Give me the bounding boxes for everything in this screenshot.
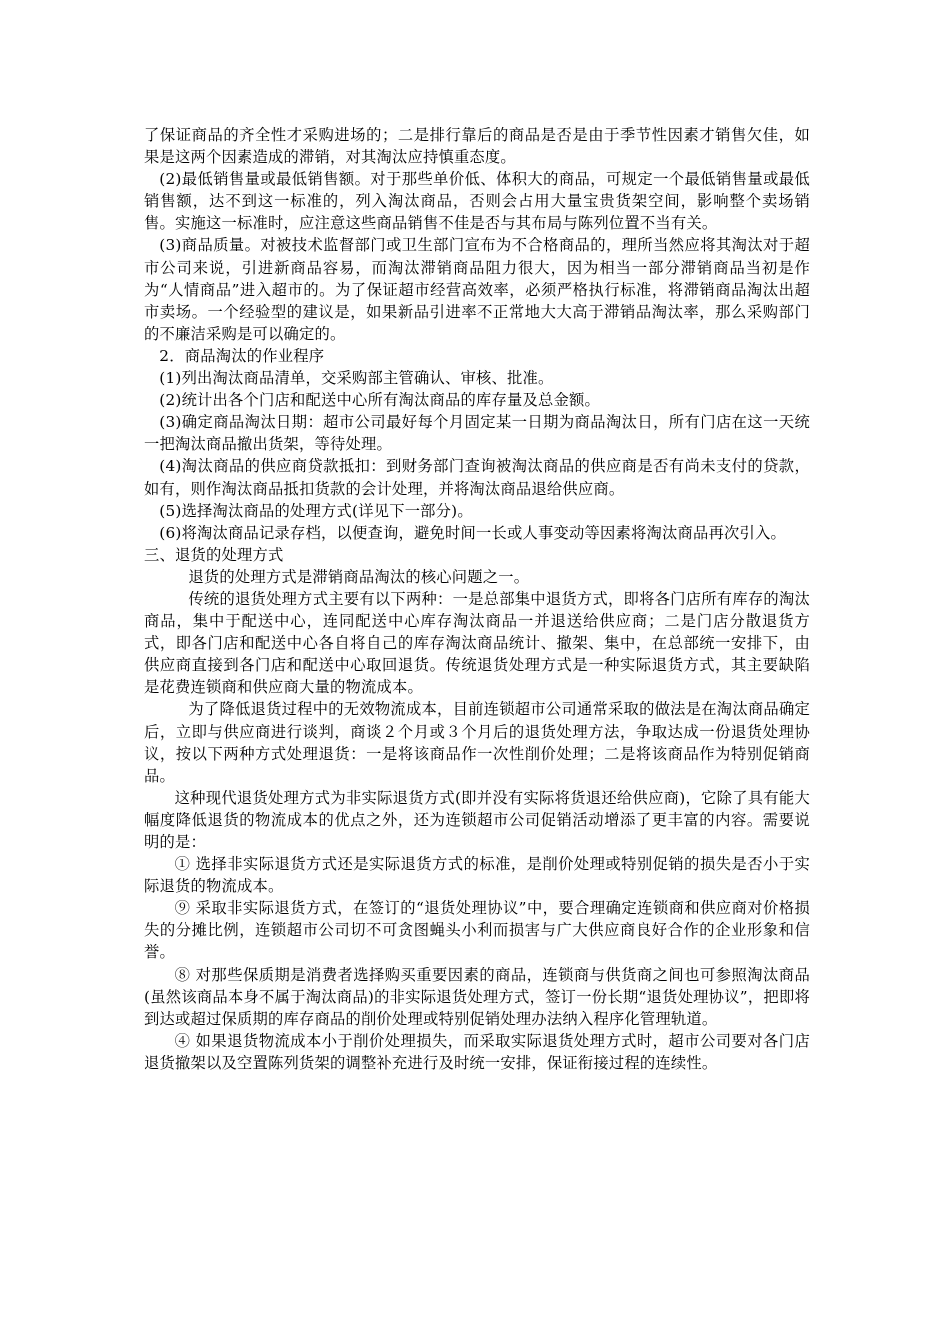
paragraph-quality: (3)商品质量。对被技术监督部门或卫生部门宣布为不合格商品的，理所当然应将其淘汰对于超市公司来说，引进新商品容易，而淘汰滞销商品阻力很大，因为相当一部分滞销商品当初是作为“人情商品”进入超市的。为了保证超市经营高效率，必须严格执行标准，将滞销商品淘汰出超市卖场。一个经验型的建议是，如果新品引进率不正常地大大高于滞销品淘汰率，那么采购部门的不廉洁采购是可以确定的。	[144, 236, 810, 343]
procedure-step-6: (6)将淘汰商品记录存档，以便查询，避免时间一长或人事变动等因素将淘汰商品再次引入。	[159, 523, 786, 542]
procedure-step-2: (2)统计出各个门店和配送中心所有淘汰商品的库存量及总金额。	[159, 391, 600, 410]
note-item-2: ⑨ 采取非实际退货方式，在签订的“退货处理协议”中，要合理确定连锁商和供应商对价格损失的分摊比例，连锁超市公司切不可贪图蝇头小利而损害与广大供应商良好合作的企业形象和信誉。	[144, 899, 810, 962]
procedure-step-4: (4)淘汰商品的供应商贷款抵扣：到财务部门查询被淘汰商品的供应商是否有尚未支付的贷款，如有，则作淘汰商品抵扣货款的会计处理，并将淘汰商品退给供应商。	[144, 457, 810, 498]
document-body	[144, 124, 810, 1074]
procedure-step-3: (3)确定商品淘汰日期：超市公司最好每个月固定某一日期为商品淘汰日，所有门店在这一天统一把淘汰商品撤出货架，等待处理。	[144, 413, 810, 454]
paragraph-returns-intro: 退货的处理方式是滞销商品淘汰的核心问题之一。	[188, 567, 530, 586]
section-heading-returns: 三、退货的处理方式	[144, 545, 284, 564]
note-item-3: ⑧ 对那些保质期是消费者选择购买重要因素的商品，连锁商与供货商之间也可参照淘汰商品(虽然该商品本身不属于淘汰商品)的非实际退货处理方式，签订一份长期“退货处理协议”，把即将到达或超过保质期的库存商品的削价处理或特别促销处理办法纳入程序化管理轨道。	[144, 965, 810, 1028]
procedure-step-1: (1)列出淘汰商品清单，交采购部主管确认、审核、批准。	[159, 369, 554, 388]
paragraph-modern-returns: 这种现代退货处理方式为非实际退货方式(即并没有实际将货退还给供应商)，它除了具有能大幅度降低退货的物流成本的优点之外，还为连锁超市公司促销活动增添了更丰富的内容。需要说明的是：	[144, 788, 810, 851]
paragraph-continuation: 了保证商品的齐全性才采购进场的；二是排行靠后的商品是否是由于季节性因素才销售欠佳，如果是这两个因素造成的滞销，对其淘汰应持慎重态度。	[144, 126, 810, 167]
section-heading-procedure: 2．商品淘汰的作业程序	[159, 346, 325, 365]
note-item-4: ④ 如果退货物流成本小于削价处理损失，而采取实际退货处理方式时，超市公司要对各门店退货撤架以及空置陈列货架的调整补充进行及时统一安排，保证衔接过程的连续性。	[144, 1031, 810, 1072]
note-item-1: ① 选择非实际退货方式还是实际退货方式的标准，是削价处理或特别促销的损失是否小于实际退货的物流成本。	[144, 855, 810, 896]
paragraph-traditional-returns: 传统的退货处理方式主要有以下两种：一是总部集中退货方式，即将各门店所有库存的淘汰商品，集中于配送中心，连同配送中心库存淘汰商品一并退送给供应商；二是门店分散退货方式，即各门店和配送中心各自将自己的库存淘汰商品统计、撤架、集中，在总部统一安排下，由供应商直接到各门店和配送中心取回退货。传统退货处理方式是一种实际退货方式，其主要缺陷是花费连锁商和供应商大量的物流成本。	[144, 589, 810, 697]
paragraph-reduce-cost: 为了降低退货过程中的无效物流成本，目前连锁超市公司通常采取的做法是在淘汰商品确定后，立即与供应商进行谈判，商谈２个月或３个月后的退货处理方法，争取达成一份退货处理协议，按以下两种方式处理退货：一是将该商品作一次性削价处理；二是将该商品作为特别促销商品。	[144, 700, 810, 785]
paragraph-min-sales: (2)最低销售量或最低销售额。对于那些单价低、体积大的商品，可规定一个最低销售量或最低销售额，达不到这一标准的，列入淘汰商品，否则会占用大量宝贵货架空间，影响整个卖场销售。实施这一标准时，应注意这些商品销售不佳是否与其布局与陈列位置不当有关。	[144, 170, 810, 233]
procedure-step-5: (5)选择淘汰商品的处理方式(详见下一部分)。	[159, 501, 473, 520]
